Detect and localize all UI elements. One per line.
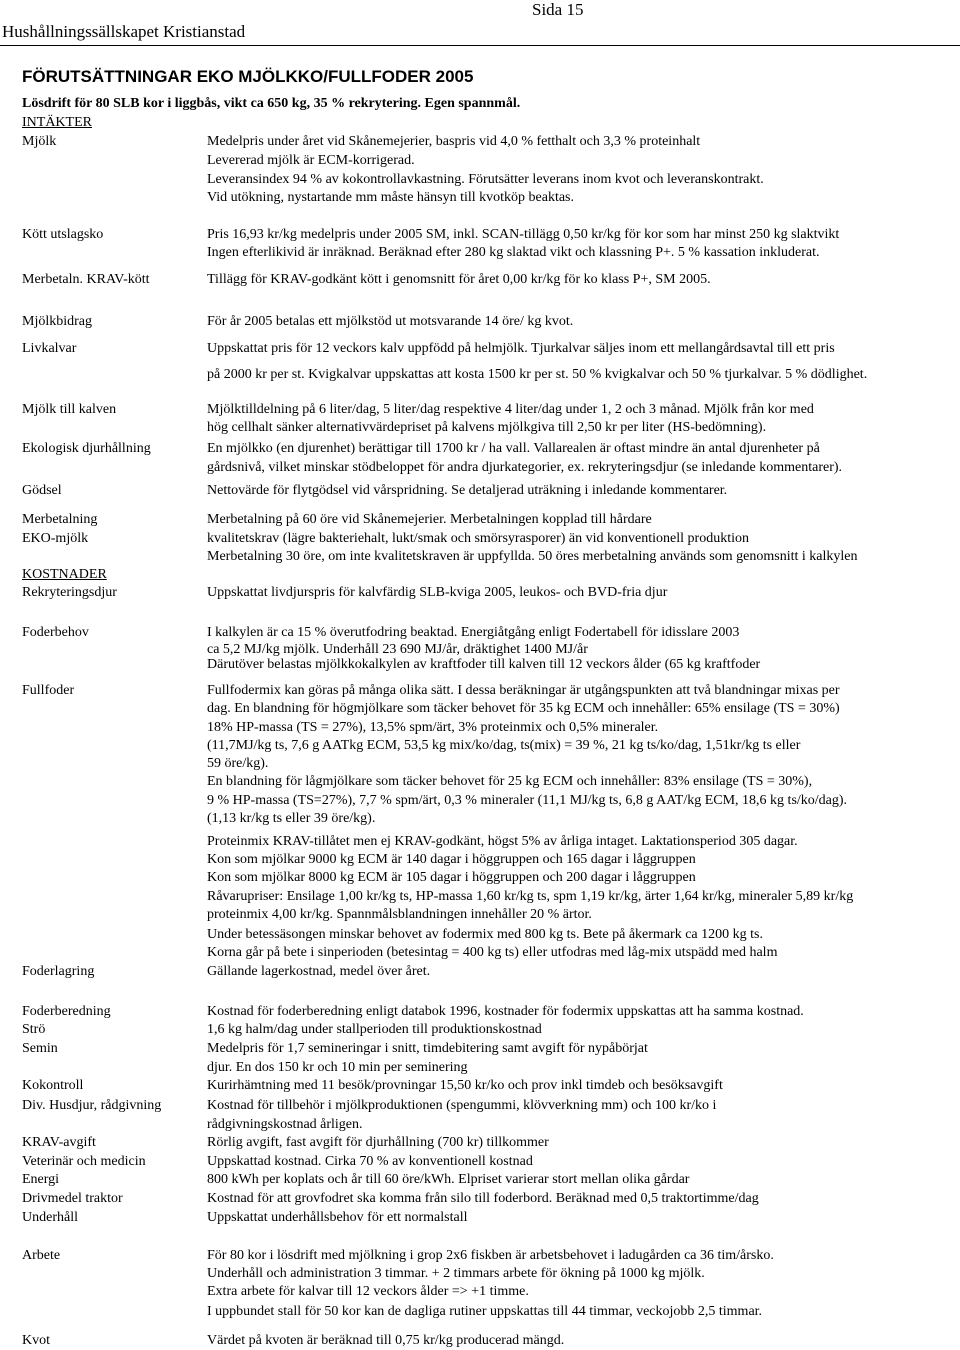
row-label: Fullfoder <box>22 683 75 698</box>
row-text: proteinmix 4,00 kr/kg. Spannmålsblandningen innehåller 20 % ärtor. <box>207 907 592 922</box>
row-text: Merbetalning på 60 öre vid Skånemejerier. Merbetalningen kopplad till hårdare <box>207 512 652 527</box>
row-text: 800 kWh per koplats och år till 60 öre/kWh. Elpriset varierar stort mellan olika gårdar <box>207 1172 690 1187</box>
row-text: Proteinmix KRAV-tillåtet men ej KRAV-godkänt, högst 5% av årliga intaget. Laktationsperiod 305 dagar. <box>207 834 798 849</box>
row-text: kvalitetskrav (lägre bakteriehalt, lukt/smak och smörsyrasporer) än vid konventionell produktion <box>207 531 749 546</box>
row-text: Uppskattad kostnad. Cirka 70 % av konventionell kostnad <box>207 1154 533 1169</box>
row-label: Livkalvar <box>22 341 77 356</box>
row-text: Kostnad för foderberedning enligt databok 1996, kostnader för fodermix uppskattas att ha samma kostnad. <box>207 1004 804 1019</box>
row-label: Mjölkbidrag <box>22 314 92 329</box>
row-text: Råvarupriser: Ensilage 1,00 kr/kg ts, HP-massa 1,60 kr/kg ts, spm 1,19 kr/kg, ärter 1,64 kr/kg, mineraler 5,89 kr/kg <box>207 889 854 904</box>
row-text: Under betessäsongen minskar behovet av fodermix med 800 kg ts. Bete på åkermark ca 1200 kg ts. <box>207 927 763 942</box>
row-text: Extra arbete för kalvar till 12 veckors ålder => +1 timme. <box>207 1284 529 1299</box>
row-text: rådgivningskostnad årligen. <box>207 1117 363 1132</box>
row-label: Arbete <box>22 1248 61 1263</box>
row-label: Foderlagring <box>22 964 95 979</box>
row-text: 18% HP-massa (TS = 27%), 13,5% spm/ärt, 3% proteinmix och 0,5% mineraler. <box>207 720 659 735</box>
row-text: ca 5,2 MJ/kg mjölk. Underhåll 23 690 MJ/år, dräktighet 1400 MJ/år <box>207 642 588 657</box>
row-label: Kokontroll <box>22 1078 84 1093</box>
row-text: Tillägg för KRAV-godkänt kött i genomsnitt för året 0,00 kr/kg för ko klass P+, SM 2005. <box>207 272 711 287</box>
row-label: Div. Husdjur, rådgivning <box>22 1098 162 1113</box>
row-label: Gödsel <box>22 483 62 498</box>
row-text: Därutöver belastas mjölkkokalkylen av kraftfoder till kalven till 12 veckors ålder (65 kg kraftfoder <box>207 657 761 672</box>
row-text: Ingen efterlikivid är inräknad. Beräknad efter 280 kg slaktad vikt och klassning P+. 5 % kassation inkluderat. <box>207 245 820 260</box>
row-label: Mjölk till kalven <box>22 402 117 417</box>
row-text: I kalkylen är ca 15 % överutfodring beaktad. Energiåtgång enligt Fodertabell för idisslare 2003 <box>207 625 740 640</box>
row-label: Veterinär och medicin <box>22 1154 146 1169</box>
row-text: Medelpris för 1,7 semineringar i snitt, timdebitering samt avgift för nypåbörjat <box>207 1041 648 1056</box>
row-text: (11,7MJ/kg ts, 7,6 g AATkg ECM, 53,5 kg mix/ko/dag, ts(mix) = 39 %, 21 kg ts/ko/dag, 1,51kr/kg ts eller <box>207 738 801 753</box>
row-label: Ekologisk djurhållning <box>22 441 151 456</box>
row-text: För år 2005 betalas ett mjölkstöd ut motsvarande 14 öre/ kg kvot. <box>207 314 574 329</box>
row-text: gårdsnivå, vilket minskar stödbeloppet för andra djurkategorier, ex. rekryteringsdjur (se inledande kommentarer). <box>207 460 843 475</box>
page-number: Sida 15 <box>532 0 584 19</box>
intro-text: Lösdrift för 80 SLB kor i liggbås, vikt ca 650 kg, 35 % rekrytering. Egen spannmål. <box>22 96 521 111</box>
organization-name: Hushållningssällskapet Kristianstad <box>2 22 246 41</box>
row-label: Rekryteringsdjur <box>22 585 117 600</box>
row-text: Vid utökning, nystartande mm måste hänsyn till kvotköp beaktas. <box>207 190 574 205</box>
row-text: En blandning för lågmjölkare som täcker behovet för 25 kg ECM och innehåller: 83% ensilage (TS = 30%), <box>207 774 813 789</box>
row-label: Drivmedel traktor <box>22 1191 123 1206</box>
row-text: 9 % HP-massa (TS=27%), 7,7 % spm/ärt, 0,3 % mineraler (11,1 MJ/kg ts, 6,8 g AAT/kg ECM, 18,6 kg ts/ko/dag). <box>207 793 848 808</box>
row-text: För 80 kor i lösdrift med mjölkning i grop 2x6 fiskben är arbetsbehovet i ladugården ca 36 tim/årsko. <box>207 1248 774 1263</box>
row-text: I uppbundet stall för 50 kor kan de dagliga rutiner uppskattas till 44 timmar, veckojobb 2,5 timmar. <box>207 1304 763 1319</box>
row-text: Levererad mjölk är ECM-korrigerad. <box>207 153 415 168</box>
row-text: Fullfodermix kan göras på många olika sätt. I dessa beräkningar är utgångspunkten att två blandningar mixas per <box>207 683 840 698</box>
row-text: Mjölktilldelning på 6 liter/dag, 5 liter/dag respektive 4 liter/dag under 1, 2 och 3 månad. Mjölk från kor med <box>207 402 814 417</box>
row-text: En mjölkko (en djurenhet) berättigar till 1700 kr / ha vall. Vallarealen är oftast mindre än antal djurenheter på <box>207 441 820 456</box>
row-text: Underhåll och administration 3 timmar. + 2 timmars arbete för ökning på 1000 kg mjölk. <box>207 1266 705 1281</box>
row-text: Värdet på kvoten är beräknad till 0,75 kr/kg producerad mängd. <box>207 1333 565 1348</box>
row-label: Kött utslagsko <box>22 227 104 242</box>
row-text: Pris 16,93 kr/kg medelpris under 2005 SM, inkl. SCAN-tillägg 0,50 kr/kg för kor som har minst 250 kg slaktvikt <box>207 227 840 242</box>
row-label: Kvot <box>22 1333 50 1348</box>
row-text: Kurirhämtning med 11 besök/provningar 15,50 kr/ko och prov inkl timdeb och besöksavgift <box>207 1078 723 1093</box>
row-text: Uppskattat underhållsbehov för ett normalstall <box>207 1210 468 1225</box>
row-text: Uppskattat pris för 12 veckors kalv uppfödd på helmjölk. Tjurkalvar säljes inom ett mellangårdsavtal till ett pris <box>207 341 835 356</box>
row-label: Semin <box>22 1041 58 1056</box>
row-text: djur. En dos 150 kr och 10 min per seminering <box>207 1060 468 1075</box>
row-text: Kon som mjölkar 9000 kg ECM är 140 dagar i höggruppen och 165 dagar i låggruppen <box>207 852 696 867</box>
row-text: Korna går på bete i sinperioden (betesintag = 400 kg ts) eller utfodras med låg-mix utspädd med halm <box>207 945 778 960</box>
row-text: på 2000 kr per st. Kvigkalvar uppskattas att kosta 1500 kr per st. 50 % kvigkalvar och 50 % tjurkalvar. 5 % dödlighet. <box>207 367 868 382</box>
row-label: Underhåll <box>22 1210 78 1225</box>
row-text: 1,6 kg halm/dag under stallperioden till produktionskostnad <box>207 1022 542 1037</box>
row-label: Mjölk <box>22 134 57 149</box>
row-text: Medelpris under året vid Skånemejerier, baspris vid 4,0 % fetthalt och 3,3 % proteinhalt <box>207 134 701 149</box>
row-text: Leveransindex 94 % av kokontrollavkastning. Förutsätter leverans inom kvot och leveranskontrakt. <box>207 172 764 187</box>
row-text: (1,13 kr/kg ts eller 39 öre/kg). <box>207 811 376 826</box>
row-label: EKO-mjölk <box>22 531 89 546</box>
row-label: KRAV-avgift <box>22 1135 96 1150</box>
row-label: Energi <box>22 1172 60 1187</box>
row-label: Strö <box>22 1022 46 1037</box>
header-divider <box>0 45 960 46</box>
row-text: dag. En blandning för högmjölkare som täcker behovet för 35 kg ECM och innehåller: 65% ensilage (TS = 30%) <box>207 701 840 716</box>
page-title: FÖRUTSÄTTNINGAR EKO MJÖLKKO/FULLFODER 2005 <box>22 67 474 86</box>
row-label: Merbetalning <box>22 512 98 527</box>
row-text: Merbetalning 30 öre, om inte kvalitetskraven är uppfyllda. 50 öres merbetalning används som genomsnitt i kalkylen <box>207 549 858 564</box>
row-label: Foderberedning <box>22 1004 111 1019</box>
row-text: 59 öre/kg). <box>207 756 269 771</box>
row-label: Foderbehov <box>22 625 89 640</box>
row-text: Kon som mjölkar 8000 kg ECM är 105 dagar i höggruppen och 200 dagar i låggruppen <box>207 870 696 885</box>
row-text: Nettovärde för flytgödsel vid vårspridning. Se detaljerad uträkning i inledande kommentarer. <box>207 483 728 498</box>
section-heading-costs: KOSTNADER <box>22 567 107 582</box>
section-heading-income: INTÄKTER <box>22 115 92 130</box>
row-text: Kostnad för tillbehör i mjölkproduktionen (spengummi, klövverkning mm) och 100 kr/ko i <box>207 1098 717 1113</box>
row-text: Kostnad för att grovfodret ska komma från silo till foderbord. Beräknad med 0,5 traktortimme/dag <box>207 1191 759 1206</box>
row-text: Rörlig avgift, fast avgift för djurhållning (700 kr) tillkommer <box>207 1135 549 1150</box>
row-text: Gällande lagerkostnad, medel över året. <box>207 964 431 979</box>
row-label: Merbetaln. KRAV-kött <box>22 272 150 287</box>
row-text: Uppskattat livdjurspris för kalvfärdig SLB-kviga 2005, leukos- och BVD-fria djur <box>207 585 668 600</box>
row-text: hög cellhalt sänker alternativvärdepriset på kalvens mjölkgiva till 2,50 kr per liter (HS-bedömning). <box>207 420 767 435</box>
